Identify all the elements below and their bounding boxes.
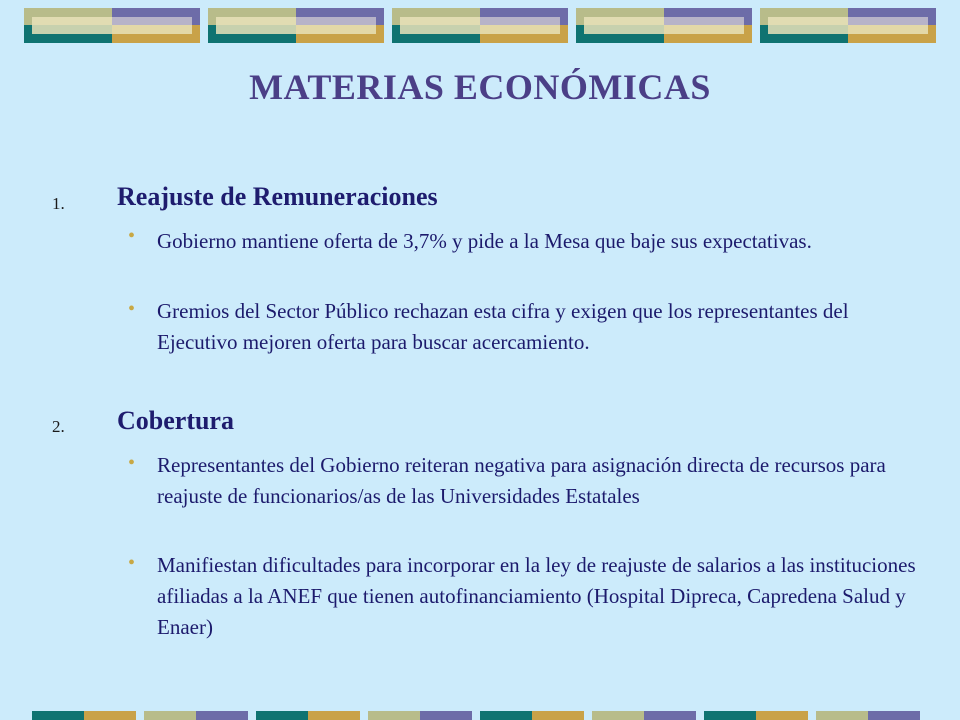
section-number: 1. bbox=[52, 194, 65, 213]
bullet-icon: • bbox=[128, 552, 136, 574]
top-tile bbox=[760, 8, 936, 43]
section-heading: Cobertura bbox=[117, 406, 234, 435]
bullet-point: Gremios del Sector Público rechazan esta cifra y exigen que los representantes del Ejecutivo mejoren oferta para buscar acercamiento. bbox=[157, 299, 849, 354]
top-tile bbox=[24, 8, 200, 43]
bullet-point: Representantes del Gobierno reiteran negativa para asignación directa de recursos para reajuste de funcionarios/as de las Universidades Estatales bbox=[157, 453, 886, 508]
bullet-icon: • bbox=[128, 452, 136, 474]
top-tile bbox=[208, 8, 384, 43]
bullet-point: Gobierno mantiene oferta de 3,7% y pide a la Mesa que baje sus expectativas. bbox=[157, 229, 812, 253]
section-number: 2. bbox=[52, 417, 65, 436]
top-tile bbox=[392, 8, 568, 43]
slide-title: MATERIAS ECONÓMICAS bbox=[249, 67, 711, 107]
top-tile bbox=[576, 8, 752, 43]
bullet-point: Manifiestan dificultades para incorporar en la ley de reajuste de salarios a las instituciones afiliadas a la ANEF que tienen autofinanciamiento (Hospital Dipreca, Capredena Salud y Enaer) bbox=[157, 553, 916, 639]
section-heading: Reajuste de Remuneraciones bbox=[117, 182, 438, 211]
bullet-icon: • bbox=[128, 298, 136, 320]
bullet-icon: • bbox=[128, 225, 136, 247]
